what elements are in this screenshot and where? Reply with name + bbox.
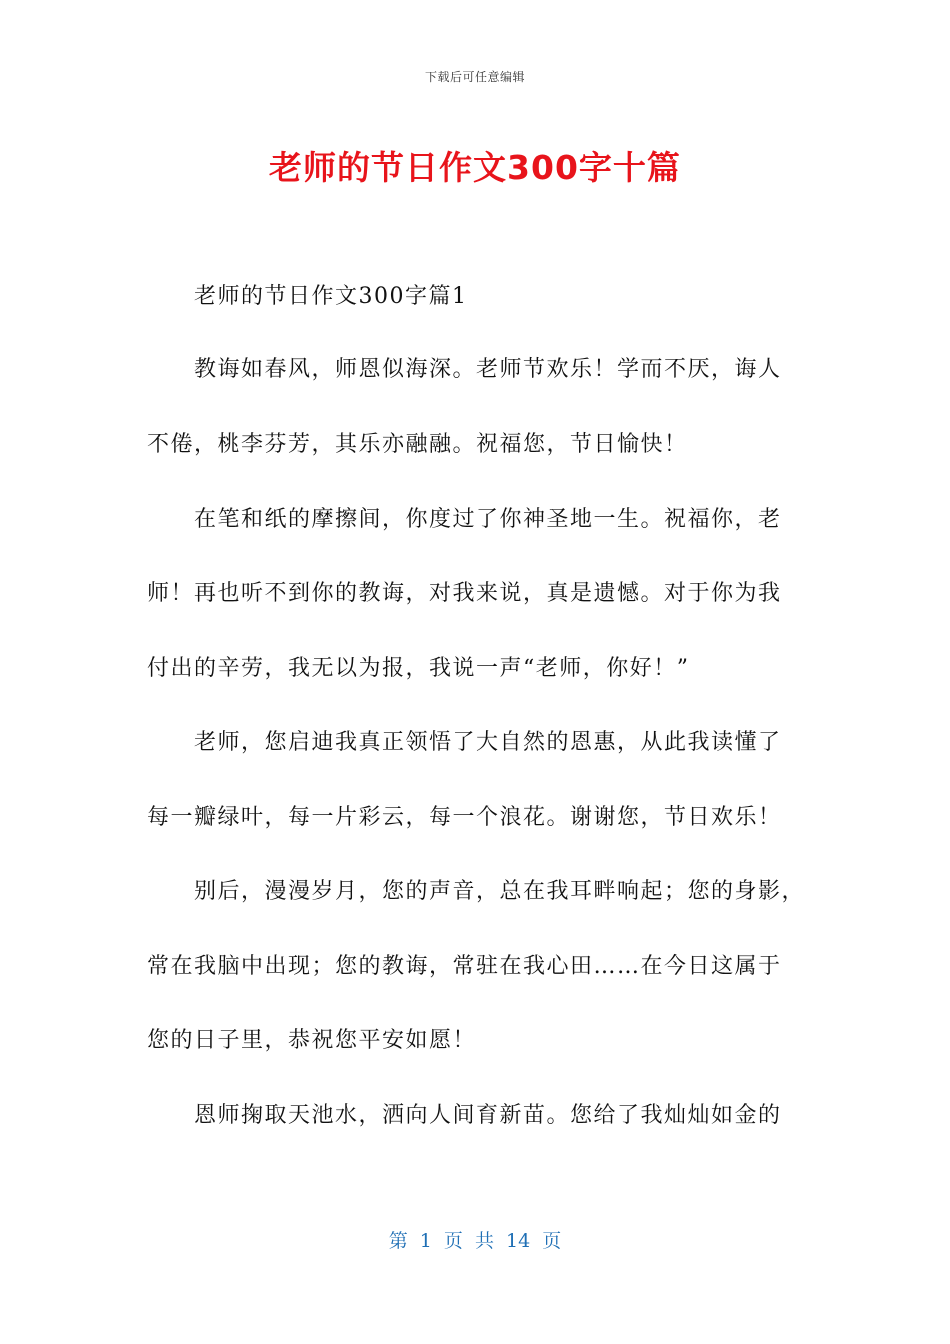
paragraph-line: 不倦，桃李芬芳，其乐亦融融。祝福您，节日愉快！ bbox=[147, 432, 688, 457]
paragraph-line: 老师，您启迪我真正领悟了大自然的恩惠，从此我读懂了 bbox=[194, 730, 782, 755]
page-indicator: 第 1 页 共 14 页 bbox=[388, 1230, 562, 1252]
document-title: 老师的节日作文300字十篇 bbox=[269, 148, 681, 187]
paragraph-line: 每一瓣绿叶，每一片彩云，每一个浪花。谢谢您，节日欢乐！ bbox=[147, 805, 782, 830]
paragraph-line: 师！再也听不到你的教诲，对我来说，真是遗憾。对于你为我 bbox=[147, 581, 782, 606]
paragraph-line: 教诲如春风，师恩似海深。老师节欢乐！学而不厌，诲人 bbox=[194, 357, 782, 382]
section-heading: 老师的节日作文300字篇1 bbox=[194, 284, 468, 309]
paragraph-line: 付出的辛劳，我无以为报，我说一声“老师，你好！” bbox=[147, 656, 690, 681]
paragraph-line: 在笔和纸的摩擦间，你度过了你神圣地一生。祝福你，老 bbox=[194, 507, 782, 532]
paragraph-line: 别后，漫漫岁月，您的声音，总在我耳畔响起；您的身影， bbox=[194, 879, 806, 904]
paragraph-line: 常在我脑中出现；您的教诲，常驻在我心田……在今日这属于 bbox=[147, 954, 782, 979]
header-note: 下载后可任意编辑 bbox=[424, 70, 525, 84]
paragraph-line: 您的日子里，恭祝您平安如愿！ bbox=[147, 1028, 477, 1053]
paragraph-line: 恩师掬取天池水，洒向人间育新苗。您给了我灿灿如金的 bbox=[194, 1103, 782, 1128]
